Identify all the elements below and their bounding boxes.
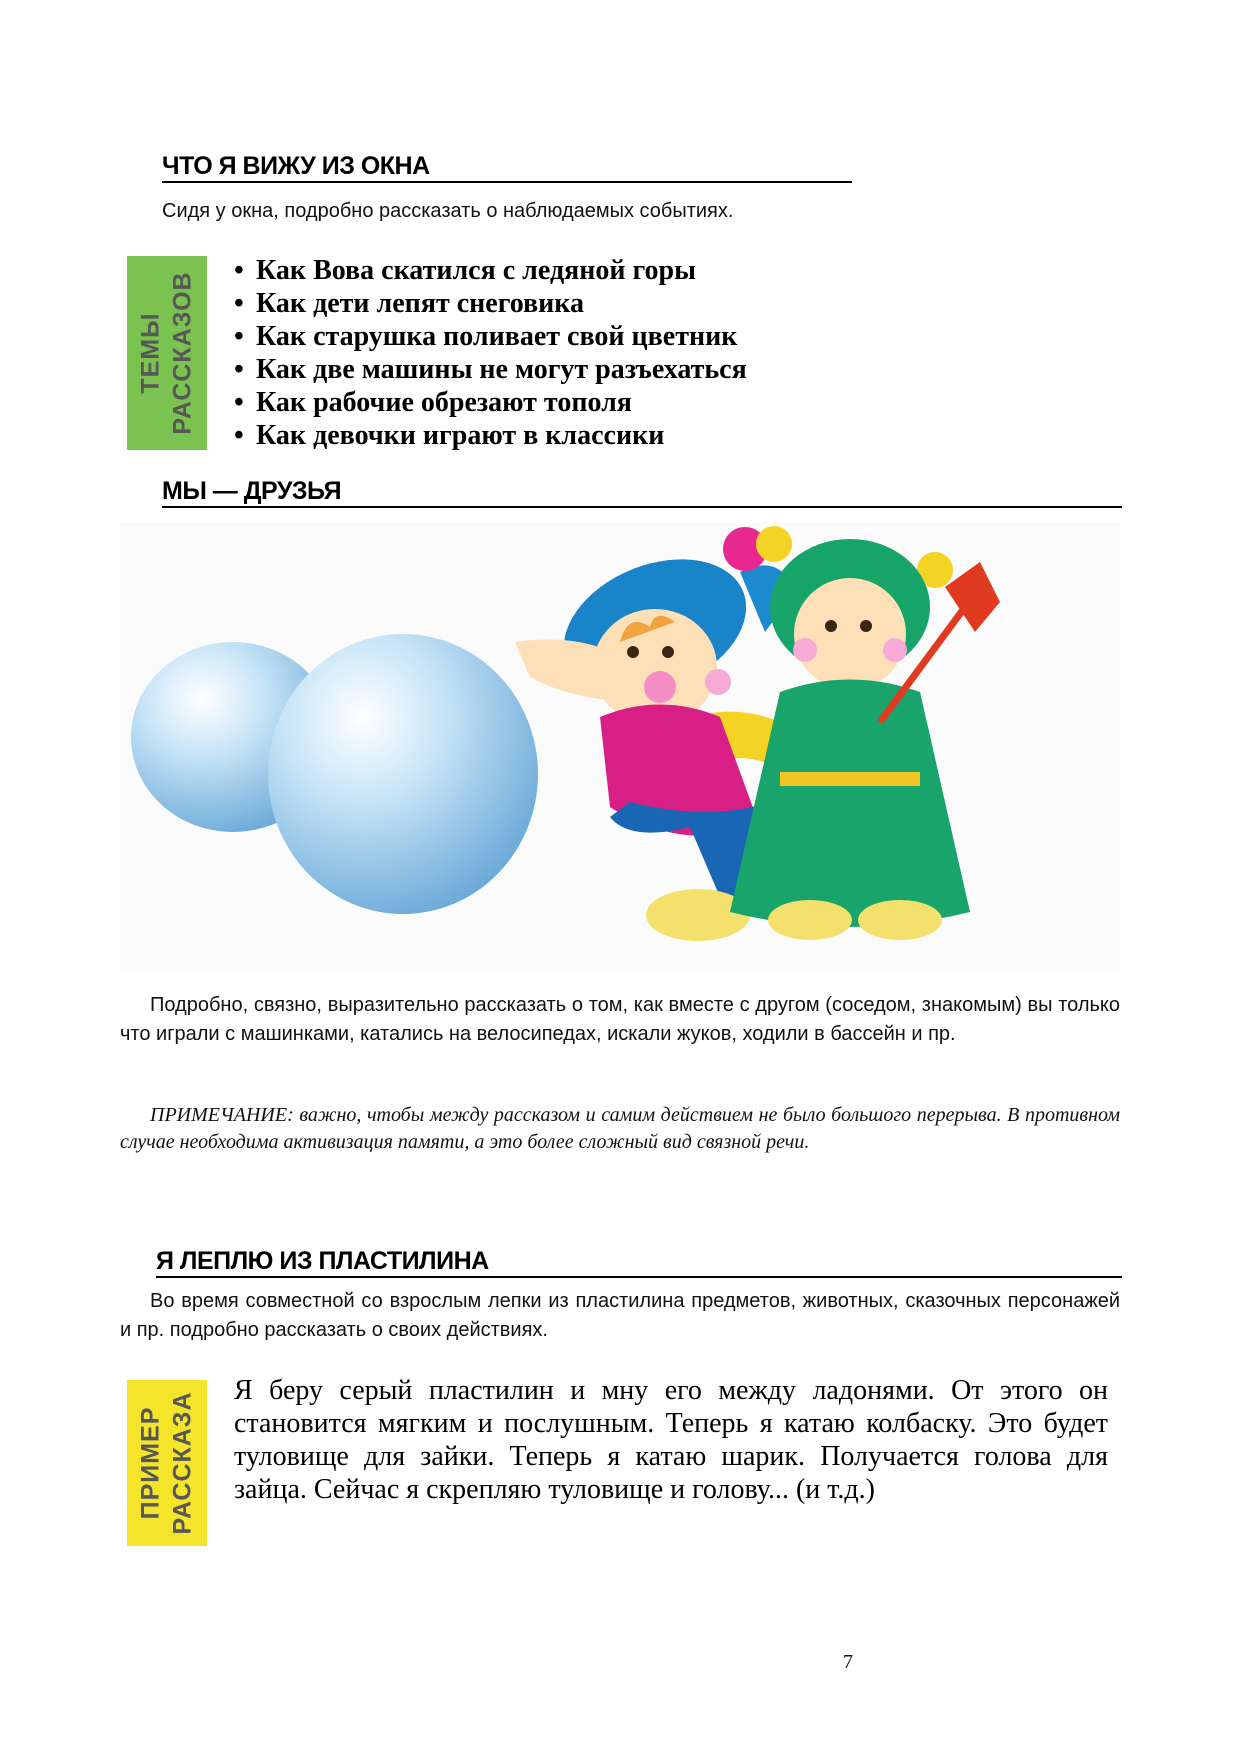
section-heading-window: ЧТО Я ВИЖУ ИЗ ОКНА — [162, 152, 852, 183]
girl-boot-right — [858, 900, 942, 940]
note-paragraph: ПРИМЕЧАНИЕ: важно, чтобы между рассказом и самим действием не было большого перерыва. В противном случае необходима активизация памяти, а это более сложный вид связной речи. — [120, 1104, 1120, 1153]
bullet-glyph: • — [234, 354, 244, 385]
girl-face — [794, 578, 906, 690]
topic-text: Как Вова скатился с ледяной горы — [256, 255, 696, 286]
label-topics-line1: ТЕМЫ — [137, 312, 166, 394]
bullet-glyph: • — [234, 420, 244, 451]
intro-paragraph: Сидя у окна, подробно рассказать о наблюдаемых событиях. — [162, 200, 734, 222]
label-topics-line2: РАССКАЗОВ — [169, 271, 198, 435]
list-item — [234, 419, 747, 452]
topic-text: Как две машины не могут разъехаться — [256, 354, 747, 385]
topics-list — [234, 254, 747, 452]
bullet-glyph: • — [234, 288, 244, 319]
label-example-line2: РАССКАЗА — [169, 1391, 198, 1535]
bullet-glyph: • — [234, 255, 244, 286]
section-body-friends — [120, 991, 1120, 1049]
label-story-topics-text — [135, 271, 199, 434]
topic-text: Как девочки играют в классики — [256, 420, 665, 451]
example-story-text: Я беру серый пластилин и мну его между ладонями. От этого он становится мягким и послушным. Теперь я катаю колбаску. Это будет туловище для зайки. Теперь я катаю шарик. Получается голова для зайца. Сейчас я скрепляю туловище и голову... (и т.д.) — [234, 1375, 1108, 1505]
winter-children-illustration — [120, 522, 1120, 972]
list-item — [234, 320, 747, 353]
list-item — [234, 254, 747, 287]
section-intro-window — [162, 197, 1062, 226]
list-item — [234, 287, 747, 320]
bullet-glyph: • — [234, 387, 244, 418]
label-example-line1: ПРИМЕР — [137, 1406, 166, 1520]
girl-boot-left — [768, 900, 852, 940]
girl-hat-pompom-left — [756, 526, 792, 562]
section-heading-friends: МЫ — ДРУЗЬЯ — [162, 477, 1122, 508]
page-number: 7 — [843, 1651, 853, 1673]
topic-text: Как дети лепят снеговика — [256, 288, 584, 319]
plasticine-paragraph: Во время совместной со взрослым лепки из пластилина предметов, животных, сказочных персонажей и пр. подробно рассказать о своих действиях. — [120, 1290, 1120, 1341]
friends-paragraph: Подробно, связно, выразительно рассказать о том, как вместе с другом (соседом, знакомым) вы только что играли с машинками, катались на велосипедах, искали жуков, ходили в бассейн и пр. — [120, 994, 1120, 1045]
label-story-example — [127, 1380, 207, 1546]
section-body-plasticine — [120, 1287, 1120, 1345]
list-item — [234, 353, 747, 386]
bullet-glyph: • — [234, 321, 244, 352]
large-snowball — [268, 634, 538, 914]
label-story-topics — [127, 256, 207, 450]
topic-text: Как рабочие обрезают тополя — [256, 387, 632, 418]
section-heading-plasticine: Я ЛЕПЛЮ ИЗ ПЛАСТИЛИНА — [156, 1247, 1122, 1278]
topic-text: Как старушка поливает свой цветник — [256, 321, 738, 352]
list-item — [234, 386, 747, 419]
label-story-example-text — [135, 1391, 199, 1534]
